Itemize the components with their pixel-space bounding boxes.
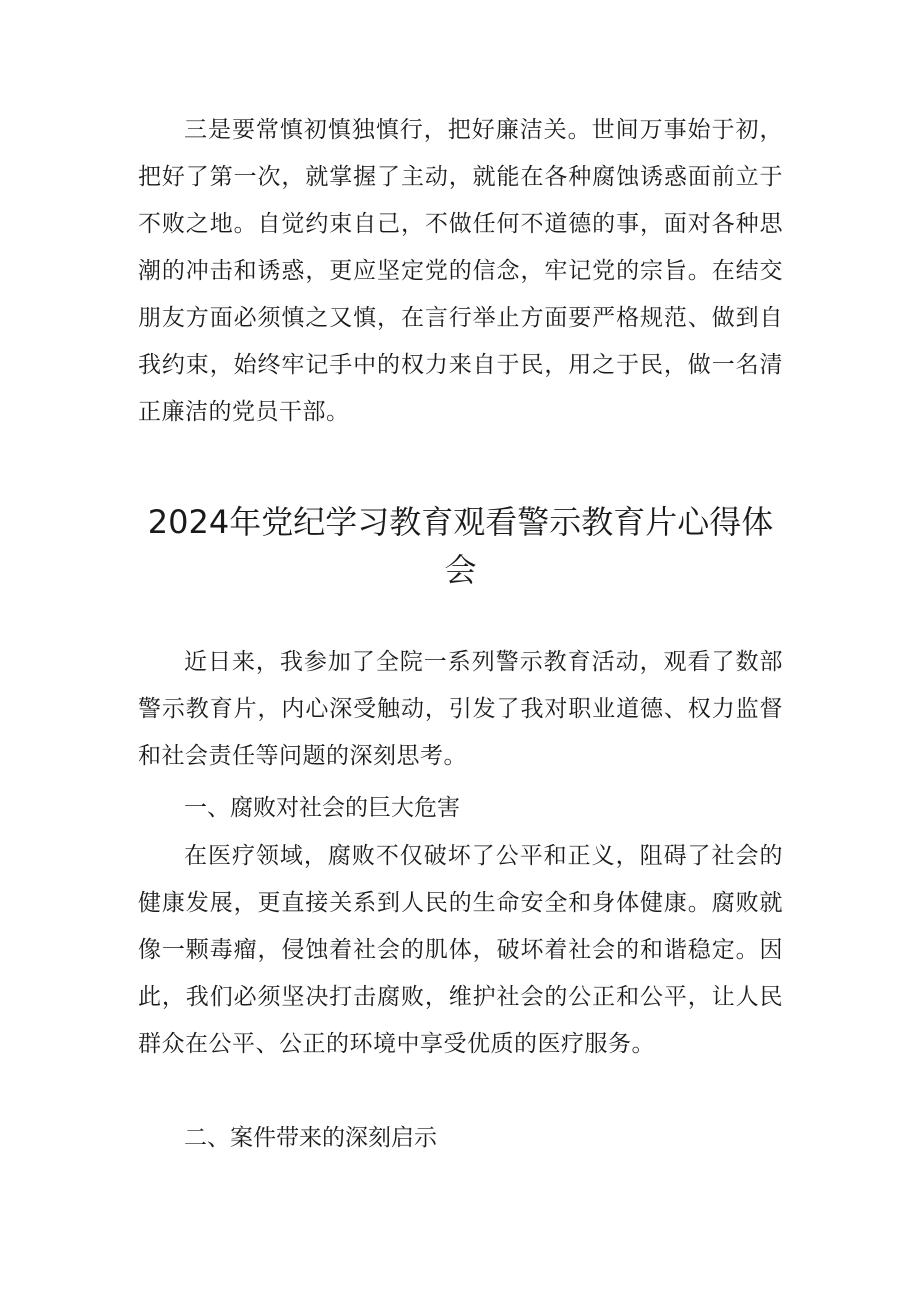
section-heading-1: 一、腐败对社会的巨大危害 <box>184 795 460 821</box>
document-title: 2024年党纪学习教育观看警示教育片心得体会 <box>147 503 774 589</box>
section-1-paragraph: 在医疗领域，腐败不仅破坏了公平和正义，阻碍了社会的健康发展，更直接关系到人民的生命安全和身体健康。腐败就像一颗毒瘤，侵蚀着社会的肌体，破坏着社会的和谐稳定。因此，我们必须坚决打击腐败，维护社会的公正和公平，让人民群众在公平、公正的环境中享受优质的医疗服务。 <box>138 843 783 1057</box>
body-paragraph: 三是要常慎初慎独慎行，把好廉洁关。世间万事始于初，把好了第一次，就掌握了主动，就能在各种腐蚀诱惑面前立于不败之地。自觉约束自己，不做任何不道德的事，面对各种思潮的冲击和诱惑，更应坚定党的信念，牢记党的宗旨。在结交朋友方面必须慎之又慎，在言行举止方面要严格规范、做到自我约束，始终牢记手中的权力来自于民，用之于民，做一名清正廉洁的党员干部。 <box>138 117 783 425</box>
intro-paragraph: 近日来，我参加了全院一系列警示教育活动，观看了数部警示教育片，内心深受触动，引发了我对职业道德、权力监督和社会责任等问题的深刻思考。 <box>138 649 783 769</box>
section-heading-2: 二、案件带来的深刻启示 <box>184 1125 437 1151</box>
